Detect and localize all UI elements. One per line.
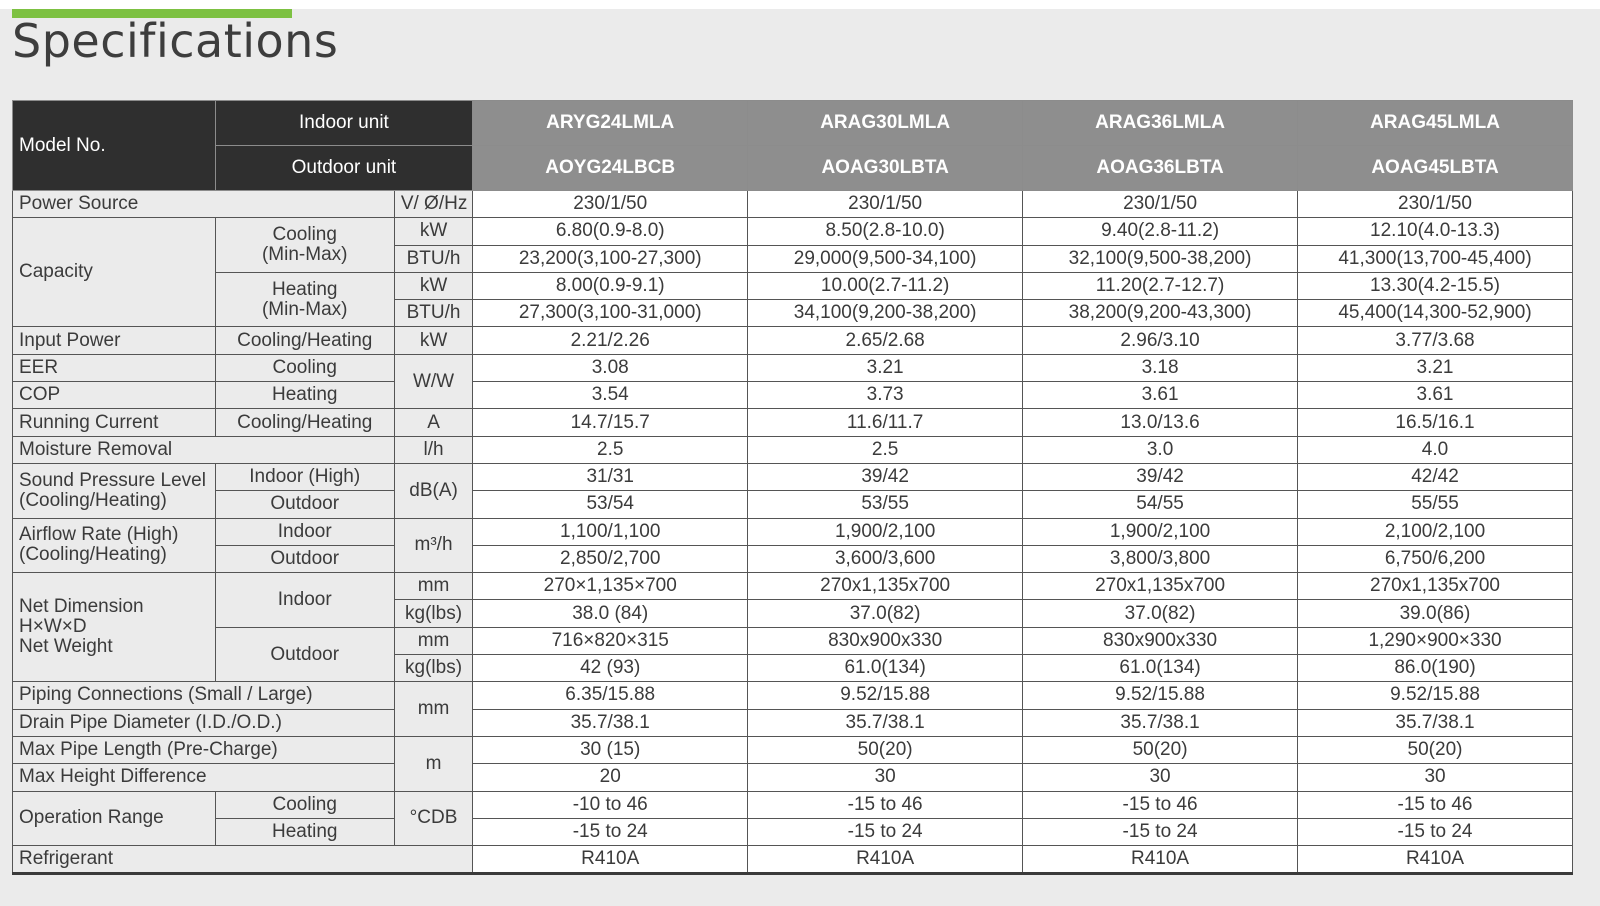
spec-row-sound-outdoor xyxy=(13,491,1573,518)
cooling-label: Cooling xyxy=(215,791,394,818)
value-cell: -15 to 24 xyxy=(1298,818,1573,845)
spec-row-max-pipe xyxy=(13,736,1573,763)
value-cell: 30 xyxy=(1023,764,1298,791)
value-cell: 86.0(190) xyxy=(1298,655,1573,682)
unit-label: m³/h xyxy=(394,518,472,573)
spec-row-eer xyxy=(13,354,1573,381)
value-cell: 3.77/3.68 xyxy=(1298,327,1573,354)
value-cell: 3.21 xyxy=(1298,354,1573,381)
value-cell: 45,400(14,300-52,900) xyxy=(1298,300,1573,327)
value-cell: 30 xyxy=(1298,764,1573,791)
spec-row-sound-indoor xyxy=(13,463,1573,490)
top-strip xyxy=(0,0,1600,9)
value-cell: 16.5/16.1 xyxy=(1298,409,1573,436)
value-cell: R410A xyxy=(748,846,1023,874)
value-cell: 37.0(82) xyxy=(1023,600,1298,627)
value-cell: -15 to 24 xyxy=(748,818,1023,845)
model-no-label: Model No. xyxy=(13,101,216,191)
value-cell: 35.7/38.1 xyxy=(473,709,748,736)
value-cell: 32,100(9,500-38,200) xyxy=(1023,245,1298,272)
value-cell: 2.96/3.10 xyxy=(1023,327,1298,354)
value-cell: 35.7/38.1 xyxy=(1298,709,1573,736)
value-cell: 2,850/2,700 xyxy=(473,545,748,572)
unit-label: kg(lbs) xyxy=(394,655,472,682)
unit-label: kW xyxy=(394,327,472,354)
value-cell: 11.6/11.7 xyxy=(748,409,1023,436)
sound-pressure-label: Sound Pressure Level (Cooling/Heating) xyxy=(13,463,216,518)
value-cell: 830x900x330 xyxy=(1023,627,1298,654)
spec-row-running-current xyxy=(13,409,1573,436)
value-cell: 39.0(86) xyxy=(1298,600,1573,627)
heating-label: Heating xyxy=(215,818,394,845)
spec-row-drain xyxy=(13,709,1573,736)
value-cell: 31/31 xyxy=(473,463,748,490)
value-cell: 6.35/15.88 xyxy=(473,682,748,709)
value-cell: 61.0(134) xyxy=(1023,655,1298,682)
refrigerant-label: Refrigerant xyxy=(13,846,473,874)
value-cell: 3.54 xyxy=(473,382,748,409)
net-dimension-weight-label: Net Dimension H×W×D Net Weight xyxy=(13,573,216,682)
unit-label: kg(lbs) xyxy=(394,600,472,627)
value-cell: 38.0 (84) xyxy=(473,600,748,627)
cooling-minmax-label: Cooling (Min-Max) xyxy=(215,218,394,273)
indoor-model: ARAG36LMLA xyxy=(1023,101,1298,146)
value-cell: 4.0 xyxy=(1298,436,1573,463)
value-cell: 3.18 xyxy=(1023,354,1298,381)
capacity-label: Capacity xyxy=(13,218,216,327)
value-cell: 3,600/3,600 xyxy=(748,545,1023,572)
outdoor-label: Outdoor xyxy=(215,545,394,572)
spec-row-dim-outdoor xyxy=(13,627,1573,654)
value-cell: 1,290×900×330 xyxy=(1298,627,1573,654)
drain-pipe-label: Drain Pipe Diameter (I.D./O.D.) xyxy=(13,709,395,736)
unit-label: l/h xyxy=(394,436,472,463)
value-cell: 270x1,135x700 xyxy=(748,573,1023,600)
value-cell: 10.00(2.7-11.2) xyxy=(748,272,1023,299)
value-cell: 29,000(9,500-34,100) xyxy=(748,245,1023,272)
value-cell: 2.5 xyxy=(473,436,748,463)
value-cell: 39/42 xyxy=(748,463,1023,490)
value-cell: 270x1,135x700 xyxy=(1298,573,1573,600)
value-cell: 53/54 xyxy=(473,491,748,518)
value-cell: -15 to 24 xyxy=(1023,818,1298,845)
value-cell: 8.00(0.9-9.1) xyxy=(473,272,748,299)
value-cell: 41,300(13,700-45,400) xyxy=(1298,245,1573,272)
max-pipe-length-label: Max Pipe Length (Pre-Charge) xyxy=(13,736,395,763)
unit-label: A xyxy=(394,409,472,436)
heating-label: Heating xyxy=(215,382,394,409)
value-cell: -15 to 24 xyxy=(473,818,748,845)
operation-range-label: Operation Range xyxy=(13,791,216,846)
moisture-removal-label: Moisture Removal xyxy=(13,436,395,463)
value-cell: 30 (15) xyxy=(473,736,748,763)
value-cell: 9.52/15.88 xyxy=(1298,682,1573,709)
value-cell: 716×820×315 xyxy=(473,627,748,654)
value-cell: 830x900x330 xyxy=(748,627,1023,654)
value-cell: 11.20(2.7-12.7) xyxy=(1023,272,1298,299)
value-cell: 3.21 xyxy=(748,354,1023,381)
outdoor-unit-label: Outdoor unit xyxy=(215,146,473,191)
value-cell: 230/1/50 xyxy=(748,191,1023,218)
spec-row-piping xyxy=(13,682,1573,709)
input-power-label: Input Power xyxy=(13,327,216,354)
spec-row-max-height xyxy=(13,764,1573,791)
specifications-table xyxy=(12,100,1573,875)
value-cell: 54/55 xyxy=(1023,491,1298,518)
value-cell: 61.0(134) xyxy=(748,655,1023,682)
indoor-model: ARYG24LMLA xyxy=(473,101,748,146)
value-cell: 1,100/1,100 xyxy=(473,518,748,545)
value-cell: -15 to 46 xyxy=(1023,791,1298,818)
spec-row-air-indoor xyxy=(13,518,1573,545)
value-cell: 3.61 xyxy=(1023,382,1298,409)
value-cell: 3.08 xyxy=(473,354,748,381)
value-cell: 270x1,135x700 xyxy=(1023,573,1298,600)
value-cell: 1,900/2,100 xyxy=(1023,518,1298,545)
value-cell: -10 to 46 xyxy=(473,791,748,818)
value-cell: -15 to 46 xyxy=(1298,791,1573,818)
unit-label: BTU/h xyxy=(394,245,472,272)
spec-row-cop xyxy=(13,382,1573,409)
indoor-model: ARAG30LMLA xyxy=(748,101,1023,146)
value-cell: 270×1,135×700 xyxy=(473,573,748,600)
unit-label: kW xyxy=(394,272,472,299)
outdoor-model: AOAG45LBTA xyxy=(1298,146,1573,191)
value-cell: R410A xyxy=(1023,846,1298,874)
value-cell: 3,800/3,800 xyxy=(1023,545,1298,572)
value-cell: 230/1/50 xyxy=(1298,191,1573,218)
spec-row-dim-indoor xyxy=(13,573,1573,600)
piping-label: Piping Connections (Small / Large) xyxy=(13,682,395,709)
value-cell: 2.21/2.26 xyxy=(473,327,748,354)
value-cell: 50(20) xyxy=(1023,736,1298,763)
spec-row-moisture xyxy=(13,436,1573,463)
unit-label: mm xyxy=(394,682,472,737)
power-source-label: Power Source xyxy=(13,191,395,218)
value-cell: 20 xyxy=(473,764,748,791)
value-cell: 35.7/38.1 xyxy=(748,709,1023,736)
value-cell: 8.50(2.8-10.0) xyxy=(748,218,1023,245)
value-cell: 27,300(3,100-31,000) xyxy=(473,300,748,327)
value-cell: 42 (93) xyxy=(473,655,748,682)
unit-label: W/W xyxy=(394,354,472,409)
value-cell: 6.80(0.9-8.0) xyxy=(473,218,748,245)
value-cell: 50(20) xyxy=(748,736,1023,763)
spec-row-op-heat xyxy=(13,818,1573,845)
outdoor-model: AOAG30LBTA xyxy=(748,146,1023,191)
value-cell: 2.65/2.68 xyxy=(748,327,1023,354)
unit-label: mm xyxy=(394,627,472,654)
value-cell: 6,750/6,200 xyxy=(1298,545,1573,572)
value-cell: 9.40(2.8-11.2) xyxy=(1023,218,1298,245)
value-cell: 2,100/2,100 xyxy=(1298,518,1573,545)
value-cell: 230/1/50 xyxy=(1023,191,1298,218)
indoor-label: Indoor xyxy=(215,518,394,545)
value-cell: R410A xyxy=(1298,846,1573,874)
unit-label: kW xyxy=(394,218,472,245)
value-cell: 50(20) xyxy=(1298,736,1573,763)
eer-label: EER xyxy=(13,354,216,381)
value-cell: 35.7/38.1 xyxy=(1023,709,1298,736)
cop-label: COP xyxy=(13,382,216,409)
value-cell: 3.61 xyxy=(1298,382,1573,409)
outdoor-label: Outdoor xyxy=(215,627,394,682)
outdoor-model: AOYG24LBCB xyxy=(473,146,748,191)
spec-row-op-cool xyxy=(13,791,1573,818)
value-cell: R410A xyxy=(473,846,748,874)
indoor-model: ARAG45LMLA xyxy=(1298,101,1573,146)
unit-label: V/ Ø/Hz xyxy=(394,191,472,218)
spec-row-refrigerant xyxy=(13,846,1573,874)
value-cell: 37.0(82) xyxy=(748,600,1023,627)
value-cell: 3.0 xyxy=(1023,436,1298,463)
page-title: Specifications xyxy=(12,14,339,68)
value-cell: 38,200(9,200-43,300) xyxy=(1023,300,1298,327)
value-cell: 13.0/13.6 xyxy=(1023,409,1298,436)
header-row-indoor xyxy=(13,101,1573,146)
value-cell: 12.10(4.0-13.3) xyxy=(1298,218,1573,245)
value-cell: 9.52/15.88 xyxy=(1023,682,1298,709)
max-height-label: Max Height Difference xyxy=(13,764,395,791)
spec-row-input-power xyxy=(13,327,1573,354)
value-cell: 55/55 xyxy=(1298,491,1573,518)
outdoor-label: Outdoor xyxy=(215,491,394,518)
value-cell: 53/55 xyxy=(748,491,1023,518)
cooling-heating-label: Cooling/Heating xyxy=(215,327,394,354)
cooling-label: Cooling xyxy=(215,354,394,381)
indoor-unit-label: Indoor unit xyxy=(215,101,473,146)
value-cell: 14.7/15.7 xyxy=(473,409,748,436)
spec-row-air-outdoor xyxy=(13,545,1573,572)
indoor-label: Indoor xyxy=(215,573,394,628)
spec-row-power-source xyxy=(13,191,1573,218)
spec-row-cap-cool-kw xyxy=(13,218,1573,245)
value-cell: 23,200(3,100-27,300) xyxy=(473,245,748,272)
value-cell: 3.73 xyxy=(748,382,1023,409)
value-cell: 42/42 xyxy=(1298,463,1573,490)
value-cell: -15 to 46 xyxy=(748,791,1023,818)
unit-label: dB(A) xyxy=(394,463,472,518)
running-current-label: Running Current xyxy=(13,409,216,436)
value-cell: 230/1/50 xyxy=(473,191,748,218)
indoor-high-label: Indoor (High) xyxy=(215,463,394,490)
airflow-label: Airflow Rate (High) (Cooling/Heating) xyxy=(13,518,216,573)
value-cell: 39/42 xyxy=(1023,463,1298,490)
unit-label: m xyxy=(394,736,472,791)
unit-label: °CDB xyxy=(394,791,472,846)
value-cell: 1,900/2,100 xyxy=(748,518,1023,545)
cooling-heating-label: Cooling/Heating xyxy=(215,409,394,436)
header-row-outdoor xyxy=(13,146,1573,191)
spec-row-cap-heat-kw xyxy=(13,272,1573,299)
value-cell: 34,100(9,200-38,200) xyxy=(748,300,1023,327)
unit-label: BTU/h xyxy=(394,300,472,327)
value-cell: 13.30(4.2-15.5) xyxy=(1298,272,1573,299)
outdoor-model: AOAG36LBTA xyxy=(1023,146,1298,191)
unit-label: mm xyxy=(394,573,472,600)
value-cell: 2.5 xyxy=(748,436,1023,463)
value-cell: 9.52/15.88 xyxy=(748,682,1023,709)
heating-minmax-label: Heating (Min-Max) xyxy=(215,272,394,327)
value-cell: 30 xyxy=(748,764,1023,791)
